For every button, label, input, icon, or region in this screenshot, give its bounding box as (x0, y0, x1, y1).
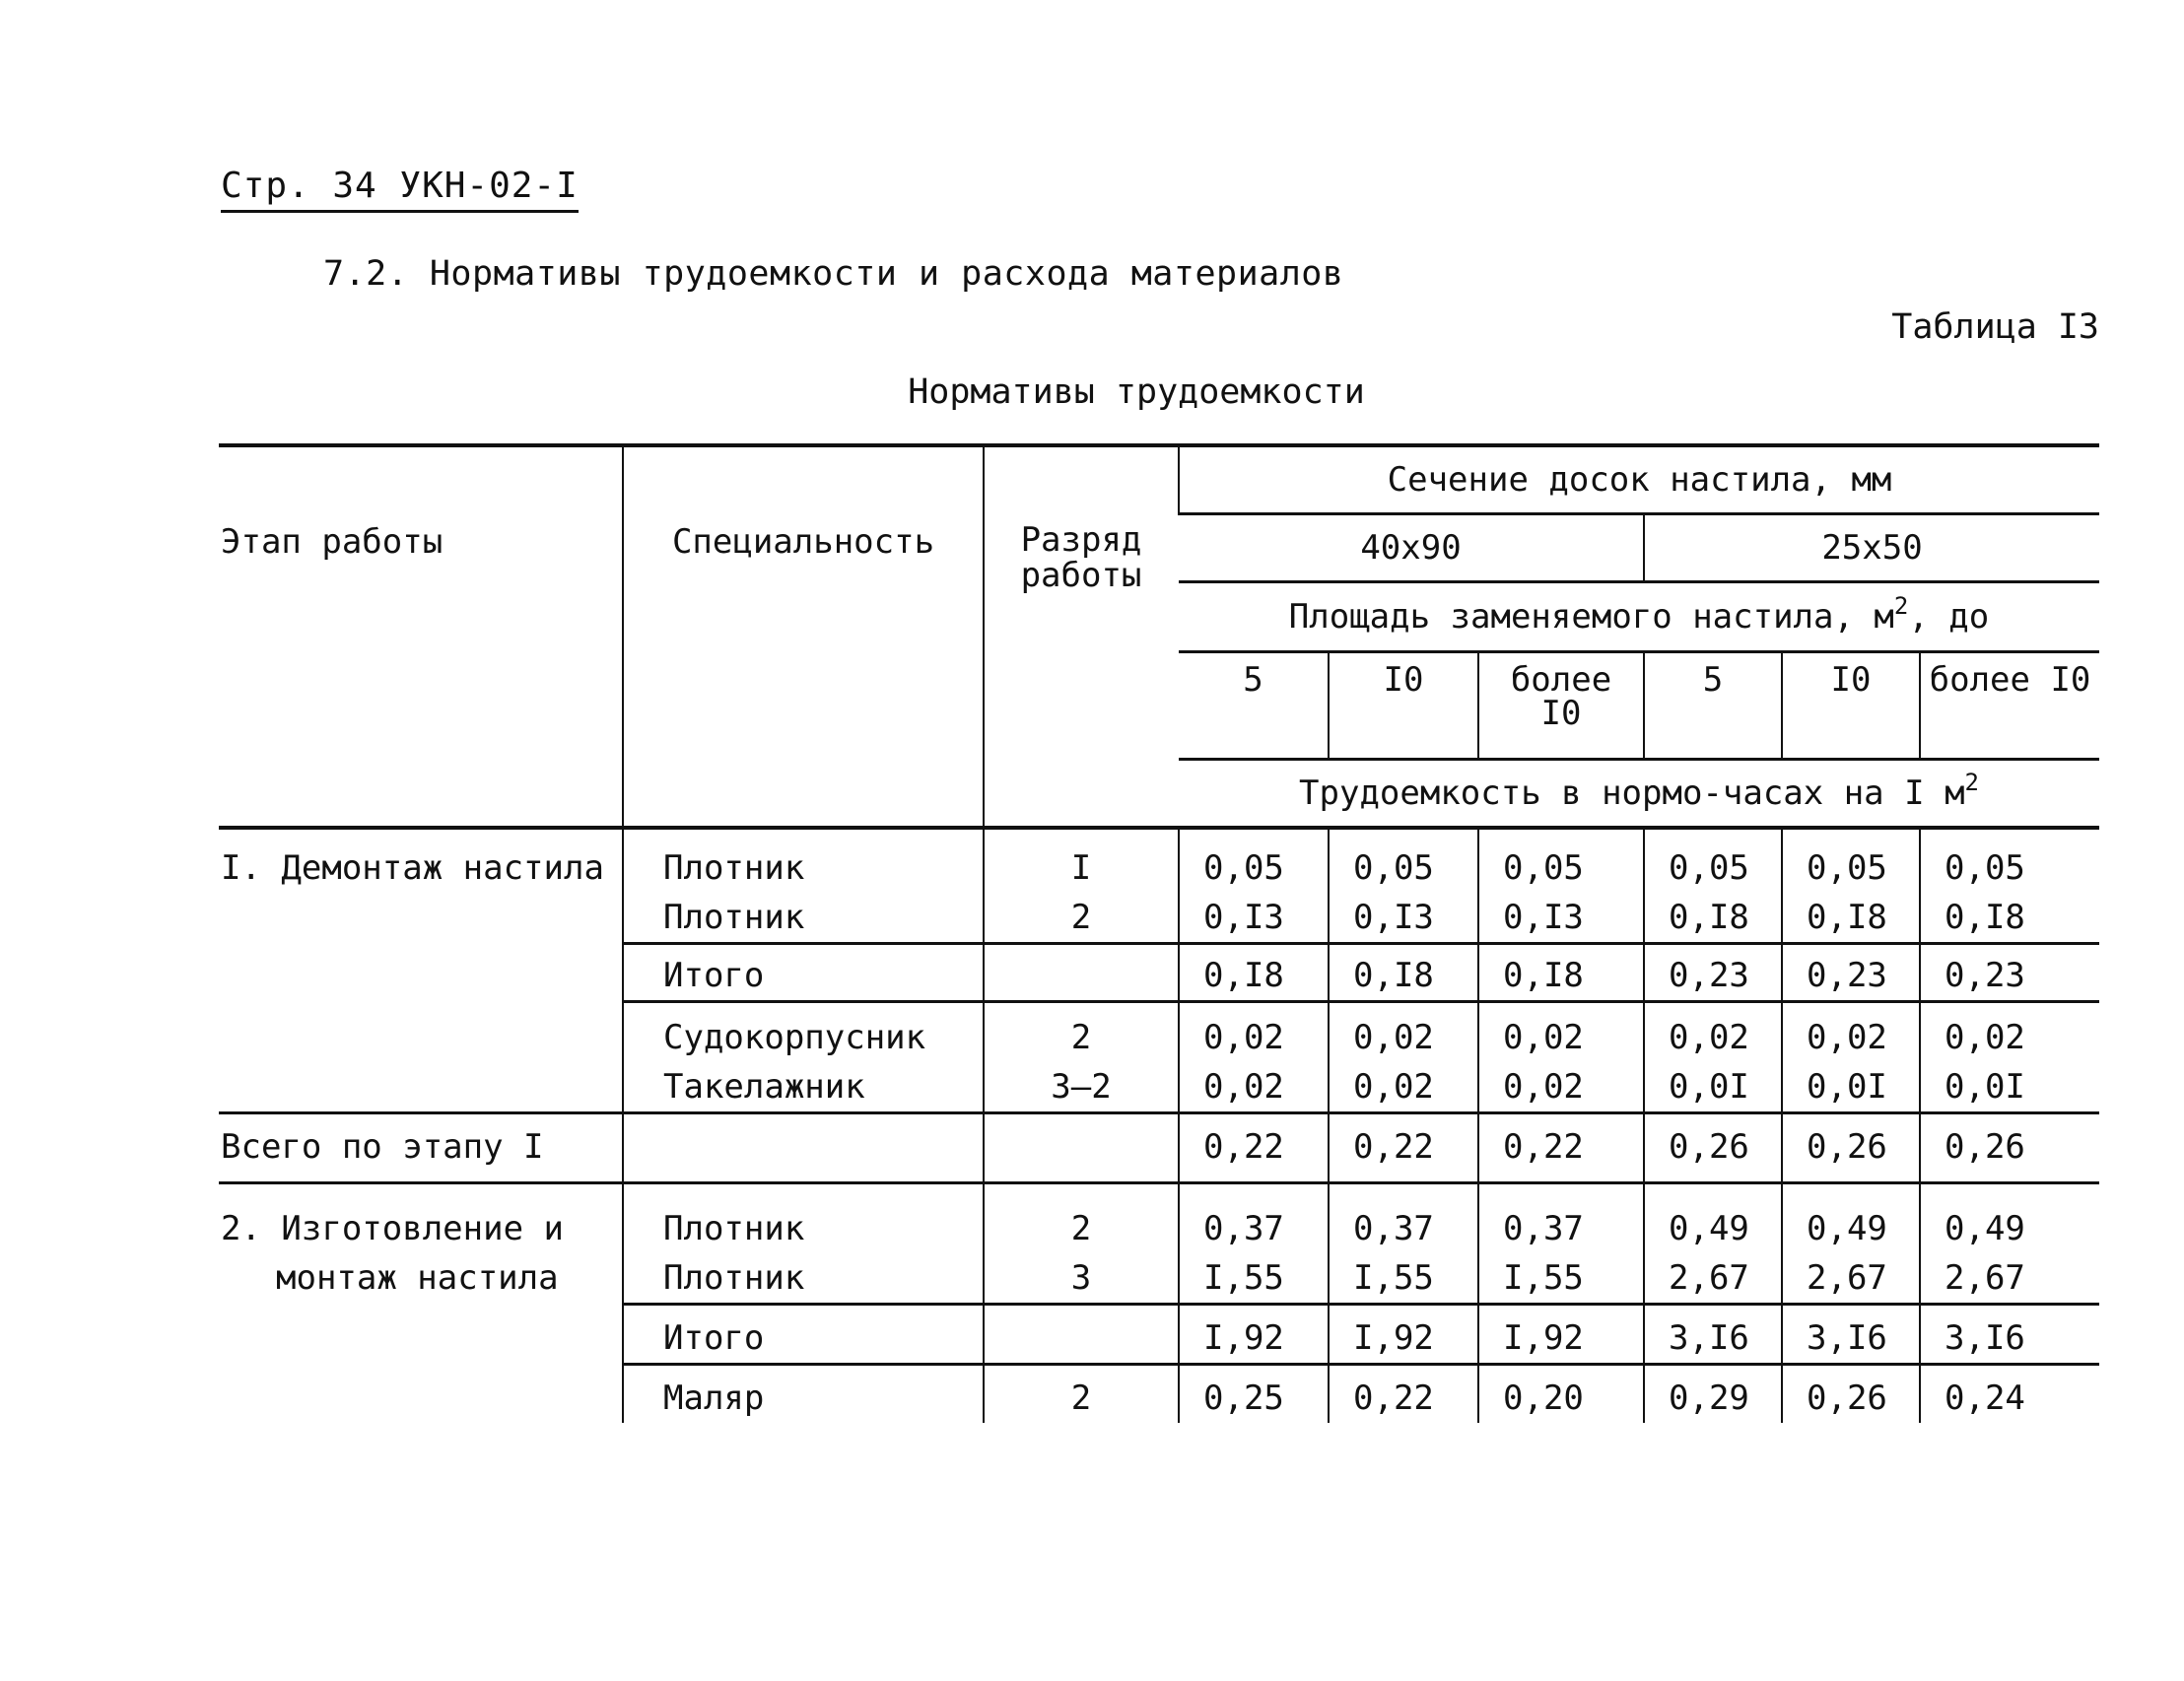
specialty-cell: Плотник (623, 1253, 984, 1305)
value-cell: 0,26 (1782, 1365, 1920, 1424)
value-cell: 0,26 (1644, 1113, 1782, 1183)
stage-cell (219, 1002, 623, 1063)
value-cell: 0,I8 (1782, 893, 1920, 944)
header-board-section: Сечение досок настила, мм (1179, 445, 2099, 514)
value-cell: 0,I3 (1179, 893, 1329, 944)
stage-cell (219, 1062, 623, 1113)
grade-cell (984, 944, 1179, 1002)
value-cell: 0,22 (1478, 1113, 1644, 1183)
value-cell: 0,25 (1179, 1365, 1329, 1424)
value-cell: 0,24 (1920, 1365, 2099, 1424)
header-col: более I0 (1478, 652, 1644, 760)
header-unit-sup: 2 (1964, 769, 1979, 796)
table-row (219, 1062, 2099, 1113)
value-cell: 0,02 (1644, 1002, 1782, 1063)
value-cell: 2,67 (1644, 1253, 1782, 1305)
value-cell: 0,37 (1329, 1183, 1478, 1254)
header-col: 5 (1179, 652, 1329, 760)
table-row (219, 893, 2099, 944)
grade-cell (984, 1113, 1179, 1183)
specialty-cell (623, 1113, 984, 1183)
value-cell: 0,0I (1920, 1062, 2099, 1113)
table-row-subtotal (219, 944, 2099, 1002)
stage-cell (219, 893, 623, 944)
value-cell: 0,I8 (1179, 944, 1329, 1002)
value-cell: I,55 (1179, 1253, 1329, 1305)
value-cell: 0,02 (1329, 1002, 1478, 1063)
grade-cell (984, 1305, 1179, 1365)
value-cell: 0,37 (1478, 1183, 1644, 1254)
value-cell: 0,49 (1644, 1183, 1782, 1254)
value-cell: I,92 (1179, 1305, 1329, 1365)
table-header (219, 445, 2099, 828)
value-cell: 0,23 (1644, 944, 1782, 1002)
table-row-subtotal (219, 1305, 2099, 1365)
value-cell: 0,02 (1179, 1002, 1329, 1063)
header-area-text: Площадь заменяемого настила, м (1288, 597, 1894, 637)
value-cell: 0,0I (1782, 1062, 1920, 1113)
stage-cell: Всего по этапу I (219, 1113, 623, 1183)
value-cell: 0,02 (1478, 1062, 1644, 1113)
value-cell: 0,0I (1644, 1062, 1782, 1113)
table-row (219, 1002, 2099, 1063)
stage-cell: монтаж настила (276, 1258, 559, 1298)
value-cell: 0,22 (1179, 1113, 1329, 1183)
table-row (219, 1183, 2099, 1254)
value-cell: 0,I3 (1478, 893, 1644, 944)
value-cell: 0,05 (1920, 828, 2099, 893)
value-cell: 0,49 (1920, 1183, 2099, 1254)
value-cell: 0,05 (1644, 828, 1782, 893)
grade-cell: 3 (984, 1253, 1179, 1305)
value-cell: 0,05 (1179, 828, 1329, 893)
value-cell: 2,67 (1782, 1253, 1920, 1305)
value-cell: 0,05 (1329, 828, 1478, 893)
value-cell: 0,37 (1179, 1183, 1329, 1254)
header-area-suffix: , до (1908, 597, 1990, 637)
stage-cell (219, 1365, 623, 1424)
header-replaced-area (1179, 582, 2099, 652)
grade-cell: I (984, 828, 1179, 893)
section-title: 7.2. Нормативы трудоемкости и расхода материалов (323, 254, 1344, 294)
header-specialty: Специальность (623, 445, 984, 828)
table-row-stage-total (219, 1113, 2099, 1183)
value-cell: 3,I6 (1920, 1305, 2099, 1365)
header-stage: Этап работы (219, 445, 623, 828)
page-header: Стр. 34 УКН-02-I (221, 166, 579, 213)
value-cell: 0,I8 (1329, 944, 1478, 1002)
value-cell: I,92 (1478, 1305, 1644, 1365)
header-area-sup: 2 (1893, 592, 1909, 620)
value-cell: 0,02 (1478, 1002, 1644, 1063)
header-col: 5 (1644, 652, 1782, 760)
header-unit (1179, 760, 2099, 829)
value-cell: 0,26 (1920, 1113, 2099, 1183)
value-cell: 0,05 (1478, 828, 1644, 893)
header-col: I0 (1782, 652, 1920, 760)
table-row (219, 828, 2099, 893)
stage-cell: 2. Изготовление и (219, 1183, 623, 1254)
value-cell: 3,I6 (1644, 1305, 1782, 1365)
value-cell: 0,22 (1329, 1113, 1478, 1183)
specialty-cell: Такелажник (623, 1062, 984, 1113)
specialty-cell: Итого (623, 1305, 984, 1365)
header-unit-text: Трудоемкость в нормо-часах на I м (1299, 773, 1965, 813)
value-cell: 0,23 (1782, 944, 1920, 1002)
value-cell: 2,67 (1920, 1253, 2099, 1305)
table-title: Нормативы трудоемкости (908, 372, 1365, 412)
specialty-cell: Итого (623, 944, 984, 1002)
value-cell: 0,49 (1782, 1183, 1920, 1254)
table-row (219, 1365, 2099, 1424)
stage-cell: I. Демонтаж настила (221, 848, 604, 888)
value-cell: 0,I8 (1920, 893, 2099, 944)
value-cell: 0,20 (1478, 1365, 1644, 1424)
value-cell: 3,I6 (1782, 1305, 1920, 1365)
grade-cell: 2 (984, 1002, 1179, 1063)
header-col: I0 (1329, 652, 1478, 760)
specialty-cell: Судокорпусник (623, 1002, 984, 1063)
grade-cell: 3–2 (984, 1062, 1179, 1113)
value-cell: 0,02 (1782, 1002, 1920, 1063)
grade-cell: 2 (984, 1183, 1179, 1254)
table-body (219, 828, 2099, 1423)
value-cell: I,92 (1329, 1305, 1478, 1365)
value-cell: I,55 (1478, 1253, 1644, 1305)
table-row (219, 1253, 2099, 1305)
specialty-cell: Плотник (623, 1183, 984, 1254)
value-cell: 0,02 (1920, 1002, 2099, 1063)
grade-cell: 2 (984, 893, 1179, 944)
header-grade: Разряд работы (984, 445, 1179, 828)
value-cell: 0,05 (1782, 828, 1920, 893)
value-cell: 0,I3 (1329, 893, 1478, 944)
stage-cell (219, 1305, 623, 1365)
value-cell: 0,29 (1644, 1365, 1782, 1424)
stage-cell (219, 944, 623, 1002)
specialty-cell: Маляр (623, 1365, 984, 1424)
header-size-25x50: 25x50 (1644, 514, 2099, 582)
table-number: Таблица I3 (1891, 307, 2099, 347)
value-cell: 0,23 (1920, 944, 2099, 1002)
header-size-40x90: 40x90 (1179, 514, 1644, 582)
value-cell: 0,I8 (1644, 893, 1782, 944)
value-cell: 0,26 (1782, 1113, 1920, 1183)
value-cell: I,55 (1329, 1253, 1478, 1305)
value-cell: 0,02 (1179, 1062, 1329, 1113)
labor-norms-table (219, 443, 2099, 1423)
specialty-cell: Плотник (623, 893, 984, 944)
value-cell: 0,I8 (1478, 944, 1644, 1002)
header-col: более I0 (1920, 652, 2099, 760)
grade-cell: 2 (984, 1365, 1179, 1424)
value-cell: 0,02 (1329, 1062, 1478, 1113)
value-cell: 0,22 (1329, 1365, 1478, 1424)
specialty-cell: Плотник (623, 828, 984, 893)
